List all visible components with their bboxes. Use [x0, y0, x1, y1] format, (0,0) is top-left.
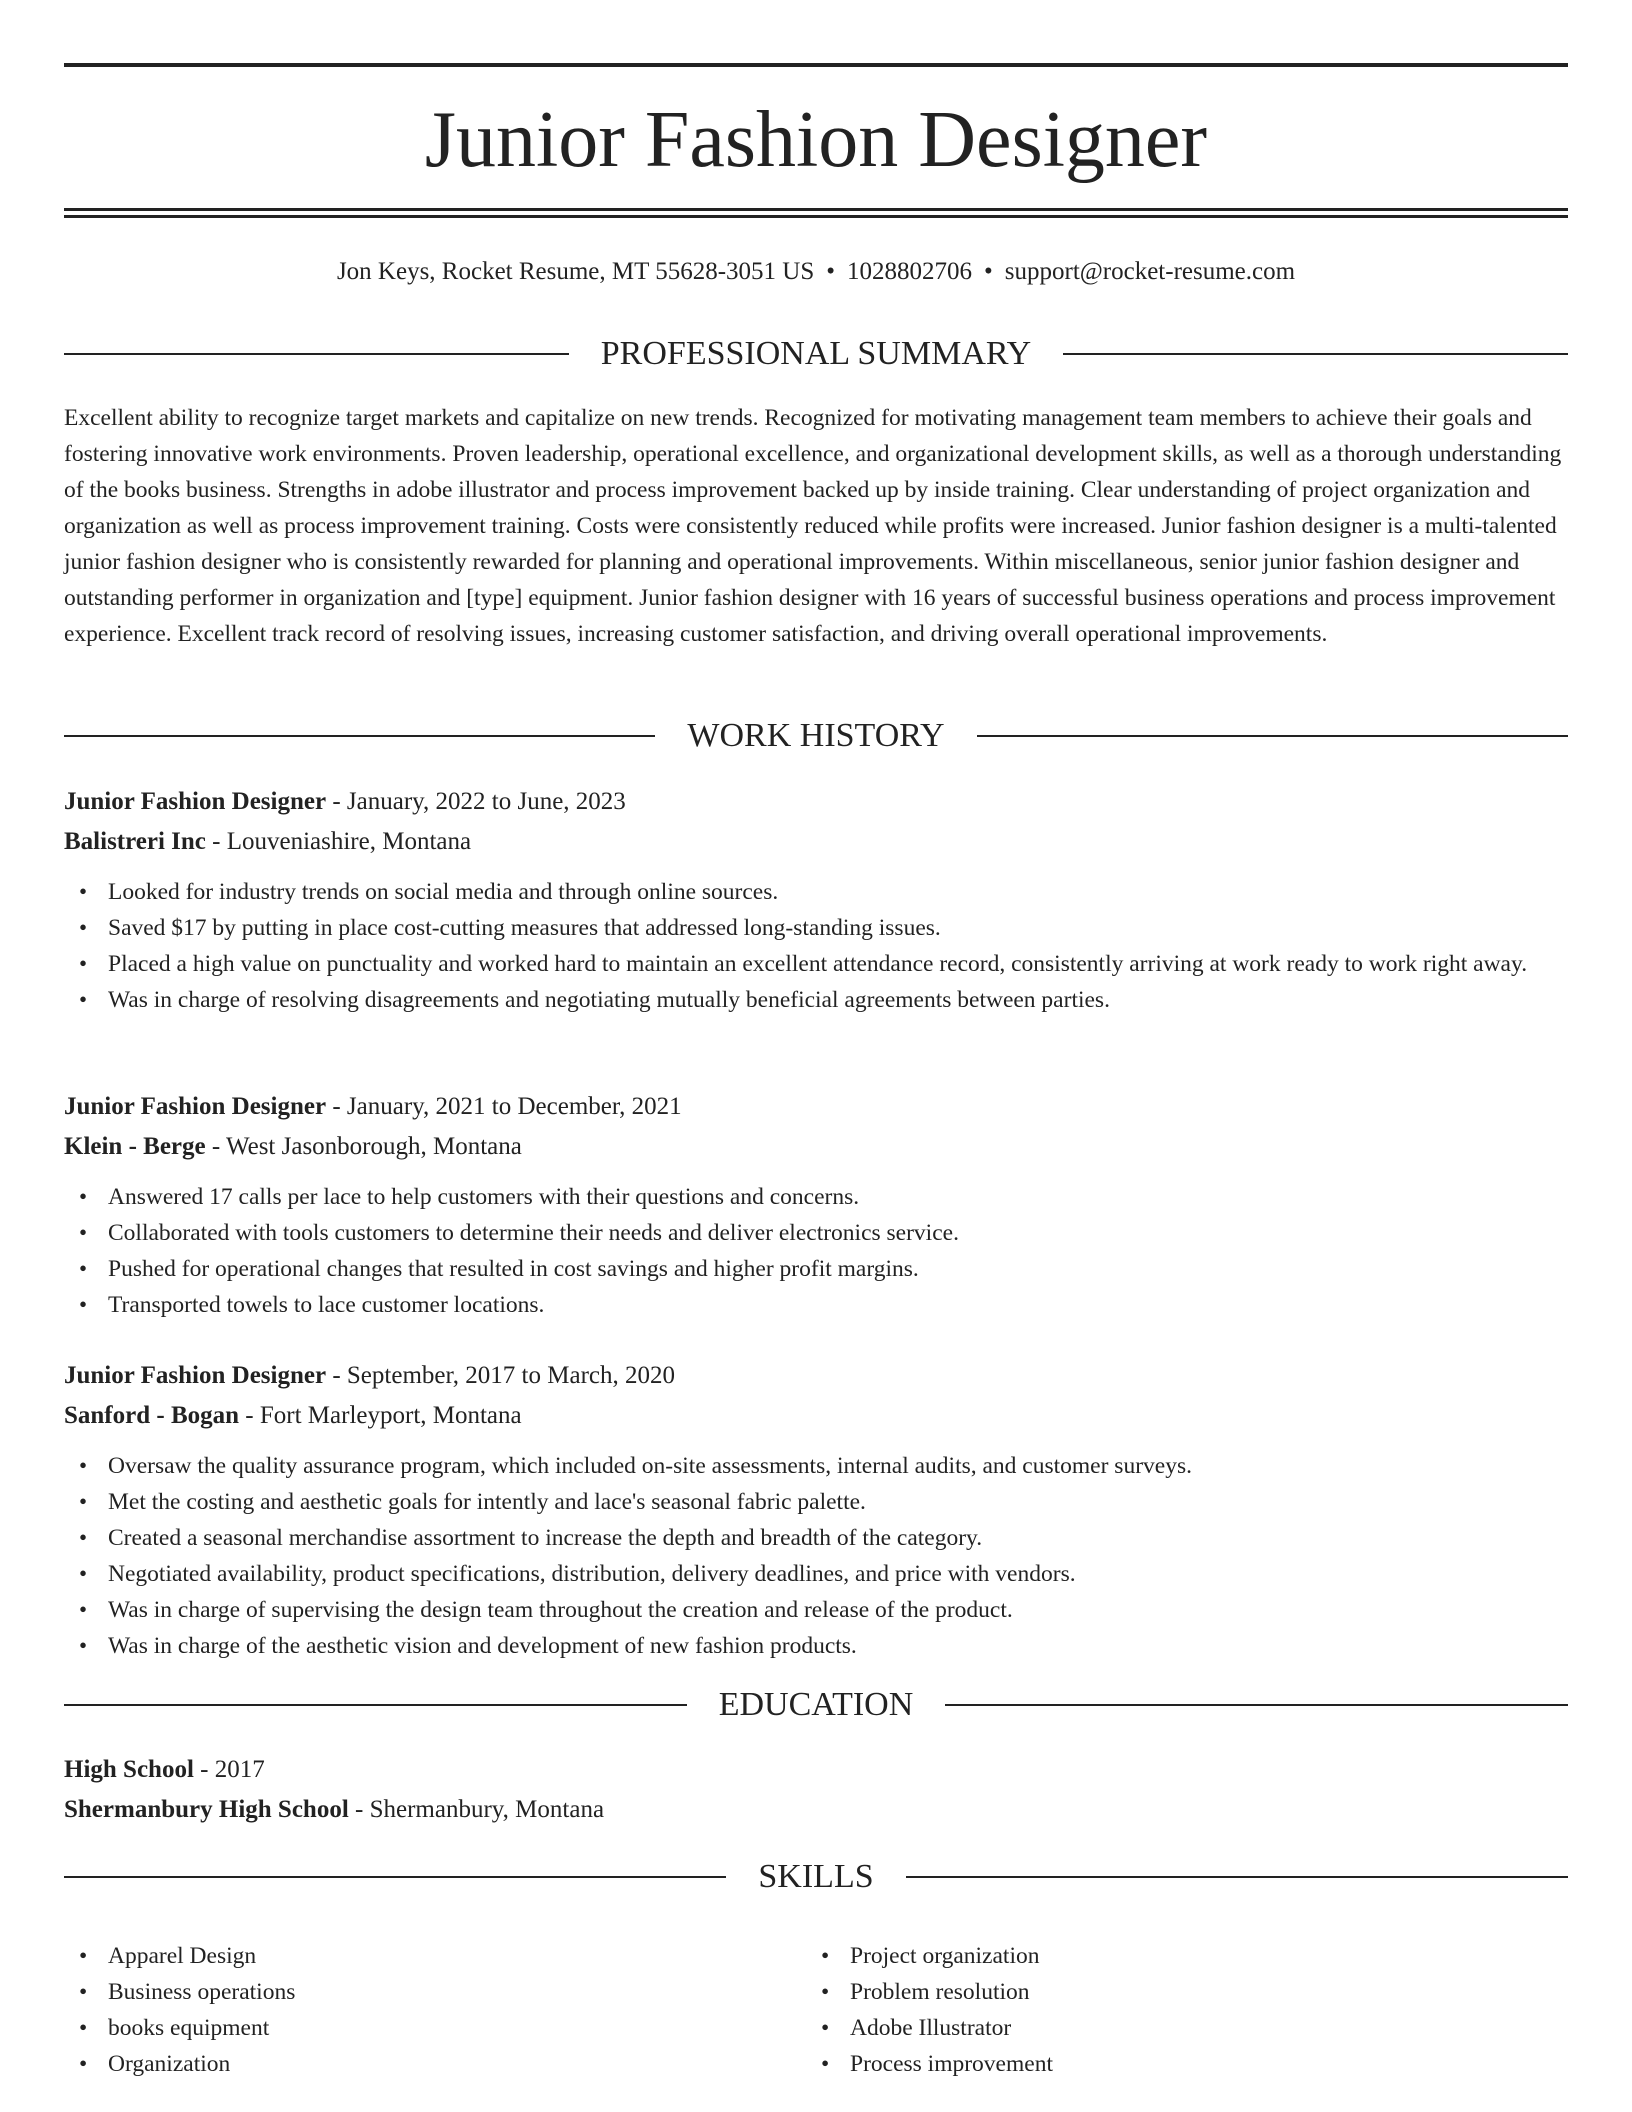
job-company: Klein - Berge — [64, 1133, 206, 1160]
list-item: • Transported towels to lace customer locations. — [79, 1292, 545, 1318]
list-item: • Was in charge of resolving disagreements and negotiating mutually beneficial agreements between parties. — [79, 987, 1110, 1013]
list-item: • Saved $17 by putting in place cost-cutting measures that addressed long-standing issues. — [79, 915, 941, 941]
job-title-line — [64, 1087, 1568, 1127]
heading-rule — [906, 1876, 1568, 1878]
list-item: • Created a seasonal merchandise assortment to increase the depth and breadth of the category. — [79, 1525, 983, 1551]
contact-line — [64, 255, 1568, 289]
job-company-line — [64, 1396, 1568, 1436]
contact-phone: 1028802706 — [847, 258, 972, 285]
heading-rule — [64, 353, 569, 355]
list-item: • Oversaw the quality assurance program, which included on-site assessments, internal audits, and customer surveys. — [79, 1453, 1192, 1479]
list-item: • books equipment — [79, 2015, 270, 2041]
job-title-line — [64, 782, 1568, 822]
section-heading-work — [64, 714, 1568, 758]
list-item: • Pushed for operational changes that resulted in cost savings and higher profit margins. — [79, 1256, 919, 1282]
title-rule-lower — [64, 215, 1568, 218]
job-title: Junior Fashion Designer — [64, 1093, 327, 1120]
job-title: Junior Fashion Designer — [64, 788, 327, 815]
list-item: • Answered 17 calls per lace to help customers with their questions and concerns. — [79, 1184, 860, 1210]
list-item: • Collaborated with tools customers to determine their needs and deliver electronics service. — [79, 1220, 959, 1246]
education-school-line — [64, 1790, 1568, 1830]
job-title-line — [64, 1356, 1568, 1396]
contact-separator: • — [984, 258, 993, 285]
job-location: - Louveniashire, Montana — [205, 828, 472, 855]
skills-list-left — [64, 1938, 804, 2082]
heading-rule — [64, 735, 655, 737]
job-bullets — [64, 1448, 1568, 1664]
section-title: PROFESSIONAL SUMMARY — [600, 335, 1032, 372]
list-item: • Negotiated availability, product specifications, distribution, delivery deadlines, and price with vendors. — [79, 1561, 1076, 1587]
skills-list-right — [806, 1938, 1546, 2082]
job-entry — [64, 782, 1568, 1018]
section-title: WORK HISTORY — [687, 717, 945, 754]
title-rule-upper — [64, 208, 1568, 211]
section-title: EDUCATION — [718, 1686, 914, 1723]
summary-paragraph: Excellent ability to recognize target markets and capitalize on new trends. Recognized for motivating management team members to achieve their goals and fostering innovative work environments. Proven leadership, operational excellence, and organizational development skills, as well as a thorough understanding of the books business. Strengths in adobe illustrator and process improvement backed up by inside training. Clear understanding of project organization and organization as well as process improvement training. Costs were consistently reduced while profits were increased. Junior fashion designer is a multi-talented junior fashion designer who is consistently rewarded for planning and operational improvements. Within miscellaneous, senior junior fashion designer and outstanding performer in organization and [type] equipment. Junior fashion designer with 16 years of successful business operations and process improvement experience. Excellent track record of resolving issues, increasing customer satisfaction, and driving overall operational improvements. — [64, 405, 1562, 647]
education-entry — [64, 1750, 1568, 1830]
job-title: Junior Fashion Designer — [64, 1362, 327, 1389]
heading-rule — [64, 1876, 726, 1878]
list-item: • Process improvement — [821, 2051, 1053, 2077]
list-item: • Apparel Design — [79, 1943, 257, 1969]
job-company-line — [64, 822, 1568, 862]
heading-rule — [64, 1704, 687, 1706]
job-dates: - January, 2022 to June, 2023 — [326, 788, 626, 815]
heading-rule — [945, 1704, 1568, 1706]
list-item: • Met the costing and aesthetic goals for intently and lace's seasonal fabric palette. — [79, 1489, 866, 1515]
education-degree-line — [64, 1750, 1568, 1790]
list-item: • Was in charge of the aesthetic vision and development of new fashion products. — [79, 1633, 857, 1659]
section-heading-summary — [64, 332, 1568, 376]
job-entry — [64, 1356, 1568, 1664]
list-item: • Organization — [79, 2051, 231, 2077]
education-location: - Shermanbury, Montana — [348, 1796, 605, 1823]
job-company-line — [64, 1127, 1568, 1167]
contact-address: Jon Keys, Rocket Resume, MT 55628-3051 US — [336, 258, 815, 285]
job-dates: - September, 2017 to March, 2020 — [326, 1362, 676, 1389]
section-heading-education — [64, 1683, 1568, 1727]
list-item: • Placed a high value on punctuality and worked hard to maintain an excellent attendance record, consistently arriving at work ready to work right away. — [79, 951, 1528, 977]
top-rule — [64, 63, 1568, 67]
section-title: SKILLS — [758, 1858, 874, 1895]
job-company: Sanford - Bogan — [64, 1402, 240, 1429]
job-company: Balistreri Inc — [64, 828, 206, 855]
education-school: Shermanbury High School — [64, 1796, 349, 1823]
job-location: - West Jasonborough, Montana — [205, 1133, 522, 1160]
job-dates: - January, 2021 to December, 2021 — [326, 1093, 682, 1120]
heading-rule — [1063, 353, 1568, 355]
list-item: • Adobe Illustrator — [821, 2015, 1012, 2041]
job-entry — [64, 1087, 1568, 1323]
education-degree: High School — [64, 1756, 194, 1783]
job-bullets — [64, 1179, 1568, 1323]
list-item: • Problem resolution — [821, 1979, 1030, 2005]
list-item: • Was in charge of supervising the design team throughout the creation and release of the product. — [79, 1597, 1013, 1623]
contact-email: support@rocket-resume.com — [1004, 258, 1296, 285]
contact-separator: • — [826, 258, 835, 285]
job-location: - Fort Marleyport, Montana — [239, 1402, 522, 1429]
section-heading-skills — [64, 1855, 1568, 1899]
list-item: • Project organization — [821, 1943, 1040, 1969]
education-year: - 2017 — [193, 1756, 265, 1783]
heading-rule — [977, 735, 1568, 737]
job-bullets — [64, 874, 1568, 1018]
page-title: Junior Fashion Designer — [424, 96, 1208, 184]
list-item: • Business operations — [79, 1979, 296, 2005]
list-item: • Looked for industry trends on social media and through online sources. — [79, 879, 779, 905]
